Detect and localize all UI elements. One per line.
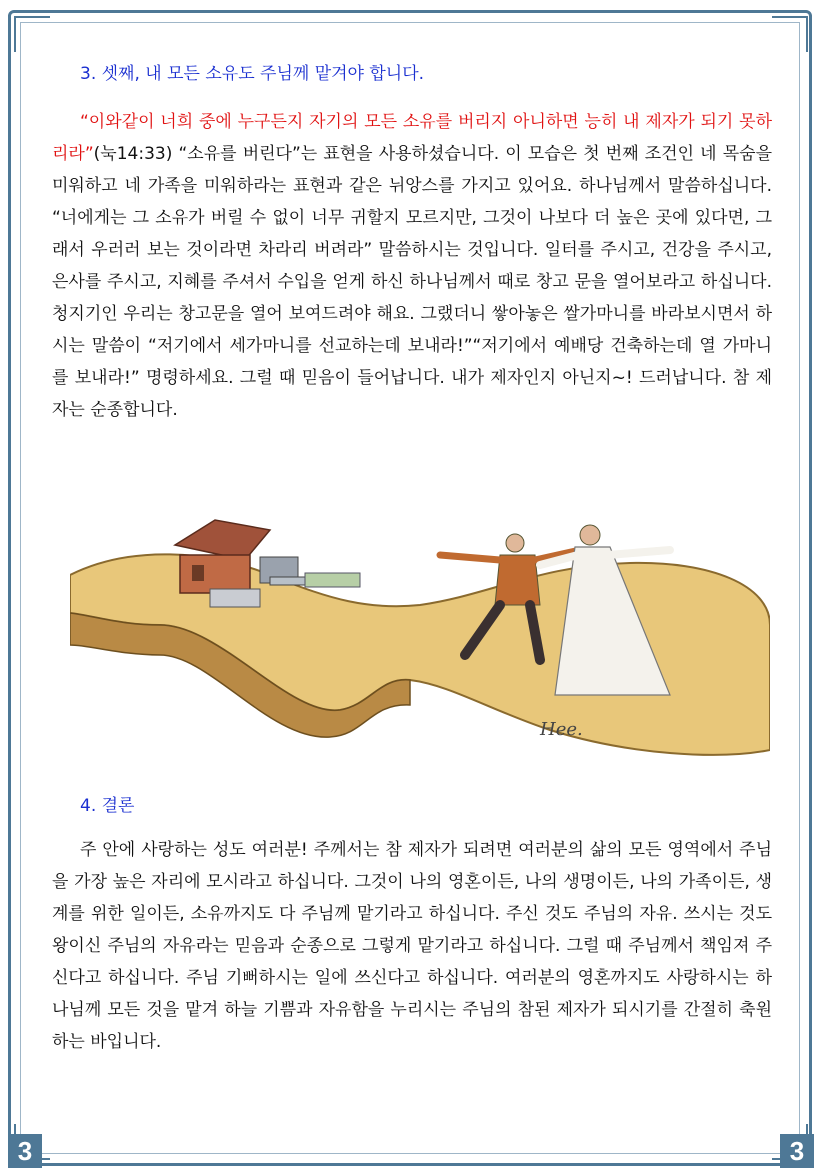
section-4-heading: 4. 결론: [80, 796, 135, 816]
page-number-left: 3: [8, 1134, 42, 1168]
section-4-body: 주 안에 사랑하는 성도 여러분! 주께서는 참 제자가 되려면 여러분의 삶의 모든 영역에서 주님을 가장 높은 자리에 모시라고 하십니다. 그것이 나의 영혼이든, 나의 생명이든, 나의 가족이든, 생계를 위한 일이든, 소유까지도 다 주님께 맡기라고 하십니다. 주신 것도 주님의 자유. 쓰시는 것도 왕이신 주님의 자유라는 믿음과 순종으로 그렇게 맡기라고 하십니다. 그럴 때 주님께서 책임져 주신다고 하십니다. 주님 기뻐하시는 일에 쓰신다고 하십니다. 여러분의 영혼까지도 사랑하시는 하나님께 모든 것을 맡겨 하늘 기쁨과 자유함을 누리시는 주님의 참된 제자가 되시기를 간절히 축원하는 바입니다.: [52, 840, 772, 1052]
section-4: [52, 792, 772, 1058]
page-number-right: 3: [780, 1134, 814, 1168]
artist-signature: Hee.: [540, 719, 583, 740]
section-3-heading: 3. 셋째, 내 모든 소유도 주님께 맡겨야 합니다.: [80, 64, 425, 84]
section-3: [52, 60, 772, 426]
scripture-quote: “이와같이 너희 중에 누구든지 자기의 모든 소유를 버리지 아니하면 능히 내 제자가 되기 못하리라”: [52, 112, 772, 164]
corner-ornament: [14, 16, 50, 52]
section-3-body: (눅14:33) “소유를 버린다”는 표현을 사용하셨습니다. 이 모습은 첫 번째 조건인 네 목숨을 미워하고 네 가족을 미워하라는 표현과 같은 뉘앙스를 가지고 있어요. 하나님께서 말씀하십니다. “너에게는 그 소유가 버릴 수 없이 너무 귀할지 모르지만, 그것이 나보다 더 높은 곳에 있다면, 그래서 우러러 보는 것이라면 차라리 버려라” 말씀하시는 것입니다. 일터를 주시고, 건강을 주시고, 은사를 주시고, 지혜를 주셔서 수입을 얻게 하신 하나님께서 때로 창고 문을 열어보라고 하십니다. 청지기인 우리는 창고문을 열어 보여드려야 해요. 그랬더니 쌓아놓은 쌀가마니를 바라보시면서 하시는 말씀이 “저기에서 세가마니를 선교하는데 보내라!”“저기에서 예배당 건축하는데 열 가마니를 보내라!” 명령하세요. 그럴 때 믿음이 들어납니다. 내가 제자인지 아닌지~! 드러납니다. 참 제자는 순종합니다.: [52, 144, 772, 420]
money-stack: [305, 573, 360, 587]
illustration: [70, 505, 770, 770]
house-wall: [180, 555, 250, 593]
house-roof: [175, 520, 270, 560]
section-3-paragraph: [52, 106, 772, 426]
corner-ornament: [772, 16, 808, 52]
